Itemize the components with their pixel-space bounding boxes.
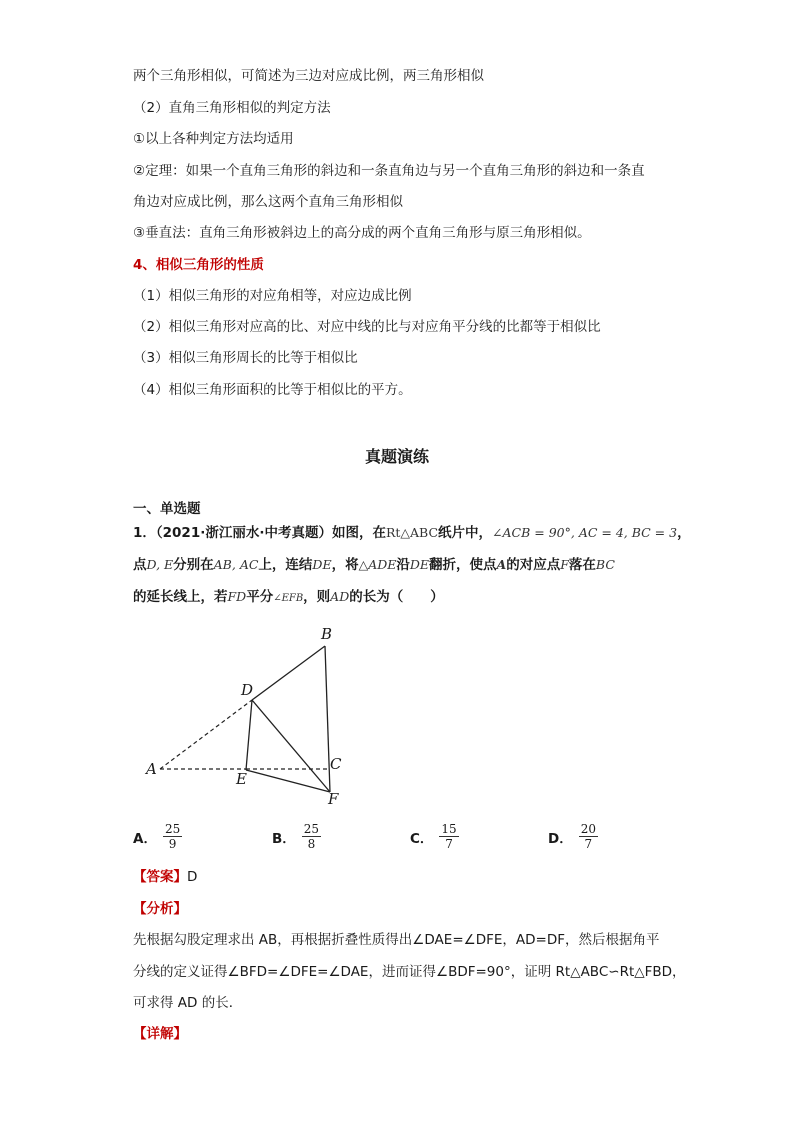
q-text: 的延长线上，若 <box>133 589 228 605</box>
analysis-line: 先根据勾股定理求出 AB，再根据折叠性质得出∠DAE=∠DFE，AD=DF，然后根据角平 <box>133 932 660 948</box>
text-line: ②定理：如果一个直角三角形的斜边和一条直角边与另一个直角三角形的斜边和一条直 <box>133 163 645 179</box>
section-heading: 4、相似三角形的性质 <box>133 257 264 273</box>
geometry-figure <box>140 622 400 812</box>
q-math: ∠ACB = 90°, AC = 4, BC = 3 <box>492 525 678 540</box>
option-fraction <box>439 822 458 851</box>
option-letter: A． <box>133 830 157 847</box>
answer-value: D <box>187 869 198 885</box>
q-point: F <box>560 557 569 572</box>
property-item: （4）相似三角形面积的比等于相似比的平方。 <box>133 382 412 398</box>
q-math: BC <box>595 557 615 572</box>
denominator: 7 <box>445 837 453 851</box>
q-text: 沿 <box>396 557 410 573</box>
property-item: （1）相似三角形的对应角相等，对应边成比例 <box>133 288 412 304</box>
q-math: FD <box>227 589 247 604</box>
q-text: 点 <box>133 557 147 573</box>
q-point: A <box>496 557 507 572</box>
q-text: 落在 <box>568 557 596 573</box>
option-d[interactable] <box>548 822 598 851</box>
label-C: C <box>330 755 342 773</box>
segment-DB <box>252 646 325 700</box>
q-math: △ADE <box>358 557 397 572</box>
q-text: 翻折，使点 <box>429 557 497 573</box>
denominator: 7 <box>584 837 593 851</box>
analysis-line: 可求得 AD 的长． <box>133 995 243 1011</box>
q-math: AB, AC <box>213 557 259 572</box>
q-math: DE <box>409 557 430 572</box>
q-text: 1．（2021·浙江丽水·中考真题）如图，在 <box>133 525 386 541</box>
numerator: 20 <box>580 822 596 836</box>
option-letter: C． <box>410 830 434 847</box>
answer-label: 【答案】 <box>133 869 187 885</box>
denominator: 9 <box>168 837 177 851</box>
text-line: （2）直角三角形相似的判定方法 <box>133 100 331 116</box>
q-text: ，则 <box>303 589 331 605</box>
denominator: 8 <box>307 837 316 851</box>
question-line-1 <box>133 523 691 543</box>
numerator: 25 <box>303 822 320 836</box>
label-D: D <box>241 681 254 699</box>
analysis-label: 【分析】 <box>133 901 187 917</box>
text-line: ③垂直法：直角三角形被斜边上的高分成的两个直角三角形与原三角形相似。 <box>133 225 591 241</box>
q-text: 分别在 <box>173 557 214 573</box>
label-E: E <box>236 770 247 788</box>
segment-EF <box>246 770 330 792</box>
text-line: 两个三角形相似，可简述为三边对应成比例，两三角形相似 <box>133 68 484 84</box>
label-B: B <box>321 625 333 643</box>
q-math: AD <box>330 589 350 604</box>
numerator: 15 <box>441 822 457 836</box>
q-text: ， <box>677 525 691 541</box>
option-b[interactable] <box>272 822 321 851</box>
answer-line <box>133 867 197 887</box>
property-item: （2）相似三角形对应高的比、对应中线的比与对应角平分线的比都等于相似比 <box>133 319 601 335</box>
q-text: 平分 <box>246 589 274 605</box>
property-item: （3）相似三角形周长的比等于相似比 <box>133 350 358 366</box>
text-line: ①以上各种判定方法均适用 <box>133 131 294 147</box>
practice-title: 真题演练 <box>364 447 429 466</box>
segment-DE <box>246 700 252 770</box>
question-line-2 <box>133 555 615 575</box>
q-text: ，将 <box>331 557 359 573</box>
option-fraction <box>163 822 182 851</box>
q-text: 上，连结 <box>258 557 313 573</box>
option-letter: D． <box>548 830 573 847</box>
segment-DF <box>252 700 330 792</box>
q-math: D, E <box>146 557 174 572</box>
text-line: 角边对应成比例，那么这两个直角三角形相似 <box>133 194 403 210</box>
label-A: A <box>146 760 157 778</box>
option-letter: B． <box>272 830 296 847</box>
q-math: DE <box>312 557 332 572</box>
option-fraction <box>302 822 321 851</box>
option-fraction <box>579 822 598 851</box>
question-type: 一、单选题 <box>133 501 201 517</box>
numerator: 25 <box>164 822 181 836</box>
q-text: 的长为（ ） <box>349 589 444 605</box>
detail-label: 【详解】 <box>133 1026 187 1042</box>
analysis-line: 分线的定义证得∠BFD=∠DFE=∠DAE，进而证得∠BDF=90°，证明 Rt△ABC∽Rt△FBD， <box>133 964 686 980</box>
q-math: ∠EFB <box>273 593 304 604</box>
label-F: F <box>328 790 339 808</box>
q-text: 的对应点 <box>506 557 561 573</box>
q-text: 纸片中， <box>438 525 493 541</box>
option-c[interactable] <box>410 822 459 851</box>
segment-AD <box>160 700 252 769</box>
q-math: Rt△ABC <box>385 525 439 540</box>
option-a[interactable] <box>133 822 182 851</box>
question-line-3 <box>133 587 444 609</box>
